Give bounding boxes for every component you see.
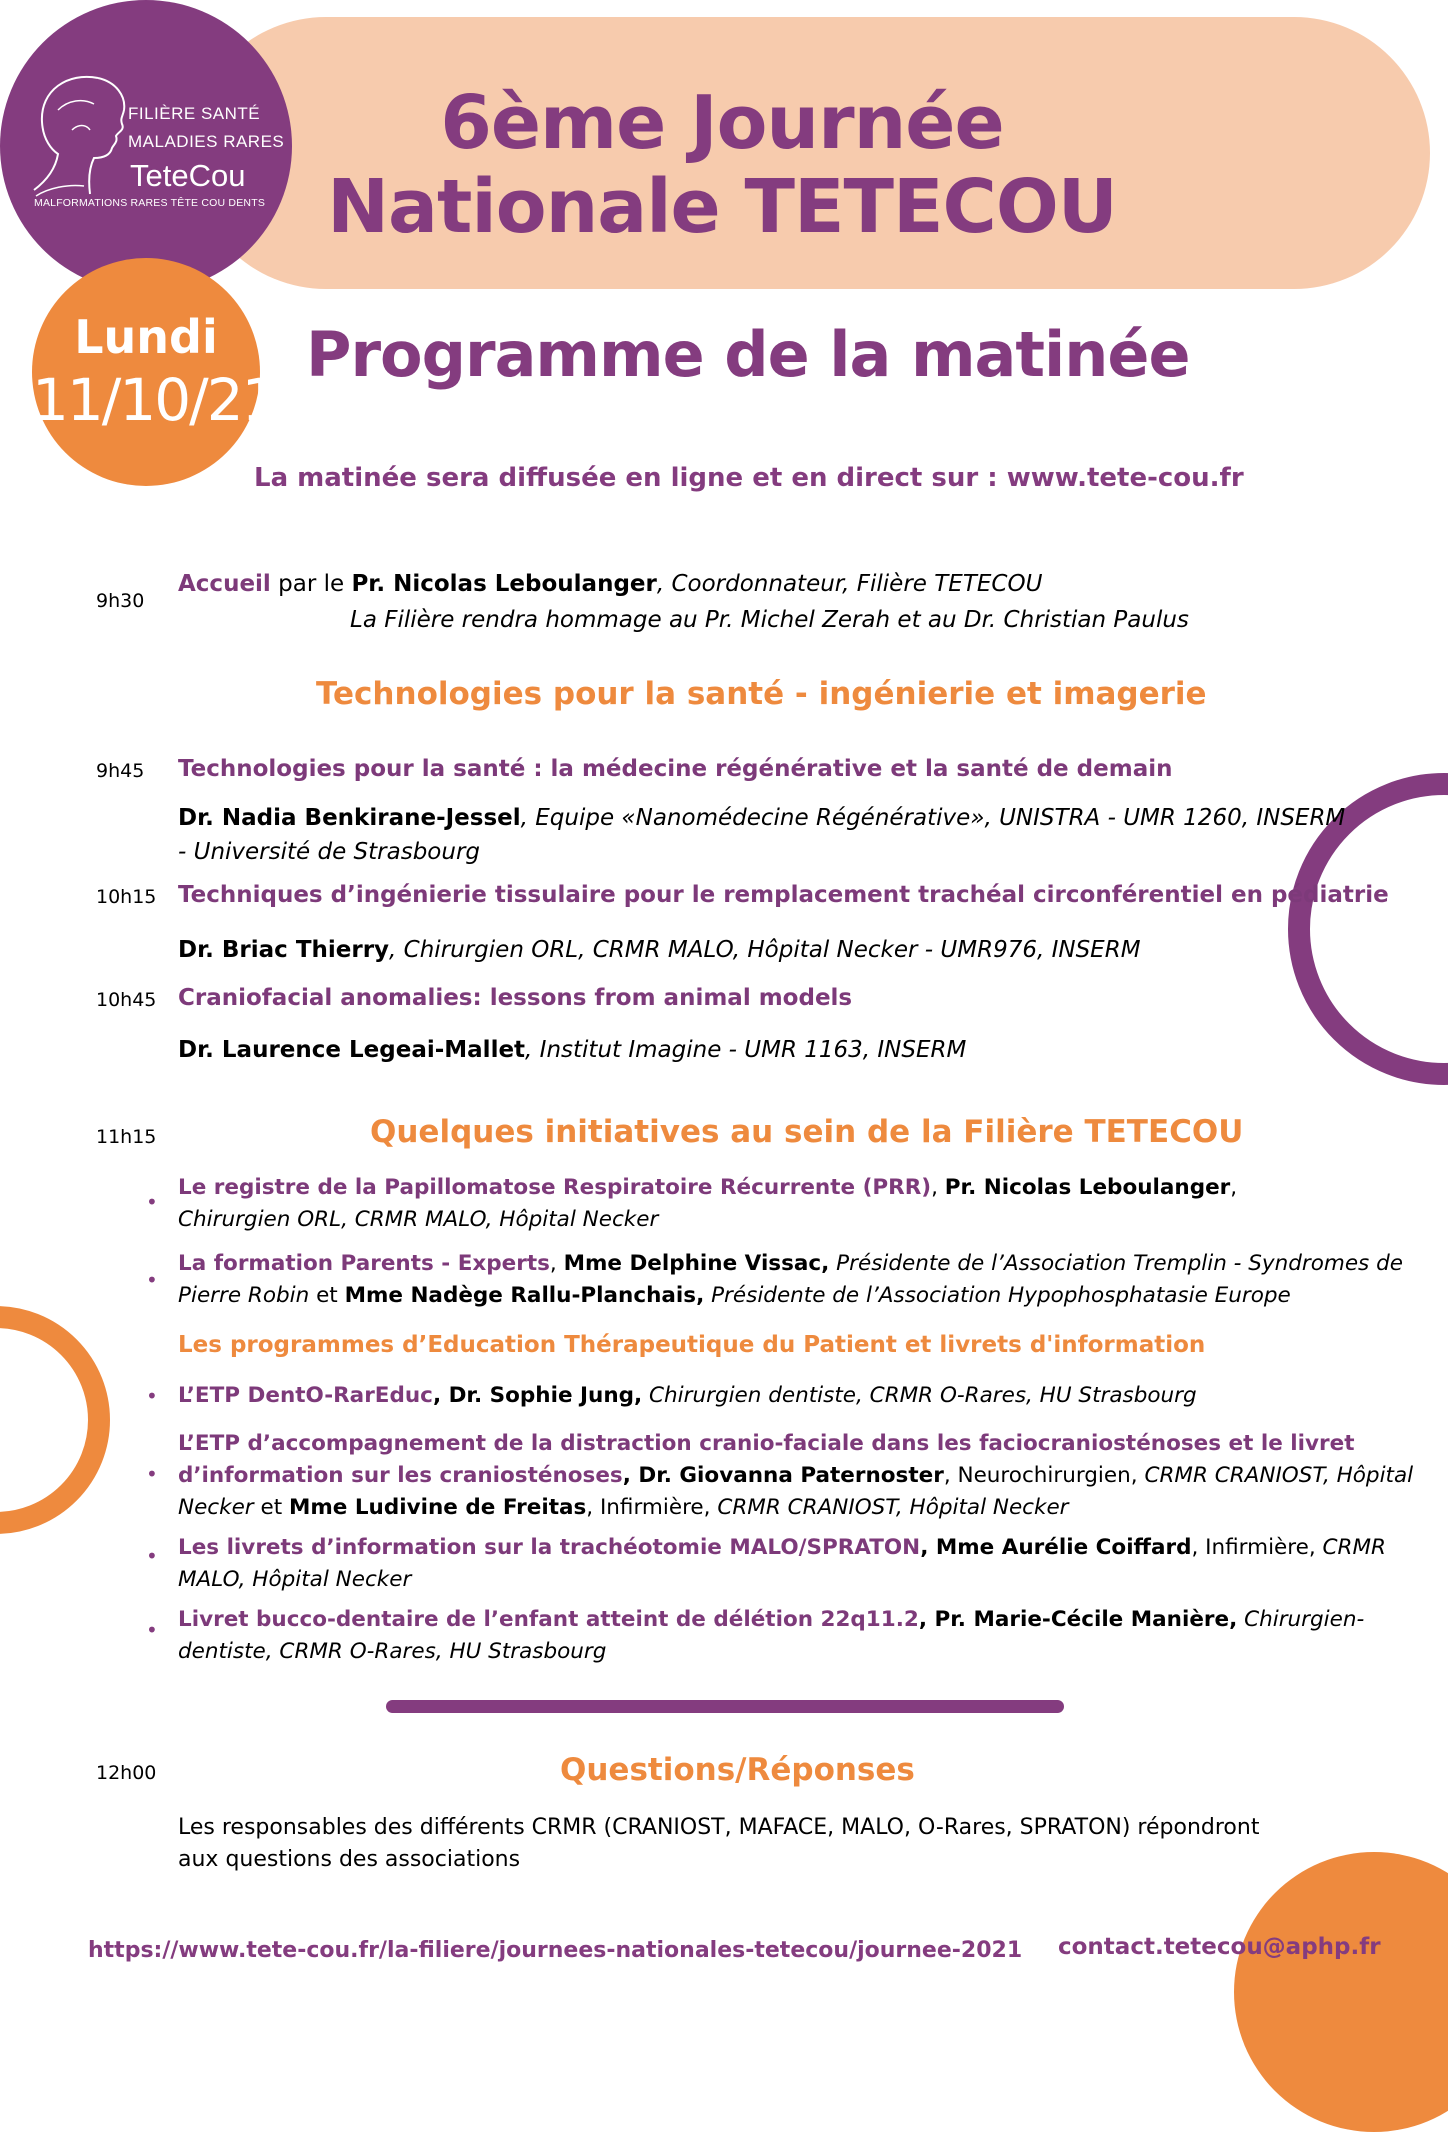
list-item: [178, 1604, 1364, 1636]
logo-name: TeteCou: [130, 158, 246, 193]
item-and: et: [253, 1495, 289, 1520]
item-role: CRMR CRANIOST, Hôpital: [1144, 1463, 1414, 1488]
broadcast-notice: La matinée sera diffusée en ligne et en direct sur : www.tete-cou.fr: [254, 463, 1244, 493]
list-item: [178, 1428, 1355, 1460]
item-speaker: Mme Nadège Rallu-Planchais,: [344, 1283, 705, 1308]
page-title: Programme de la matinée: [306, 318, 1190, 391]
subsection-title: Les programmes d’Education Thérapeutique du Patient et livrets d'information: [178, 1332, 1206, 1358]
welcome-label: Accueil: [178, 571, 271, 597]
logo-line-2: MALADIES RARES: [128, 132, 285, 151]
item-speaker: , Pr. Marie-Cécile Manière,: [918, 1607, 1238, 1632]
item-role: Présidente de l’Association Hypophosphatasie Europe: [704, 1283, 1291, 1308]
time-label: 10h45: [96, 989, 157, 1011]
talk-speaker: Dr. Briac Thierry: [178, 937, 390, 963]
item-role: Présidente de l’Association Tremplin - Syndromes de: [829, 1251, 1403, 1276]
time-label: 11h15: [96, 1126, 157, 1148]
talk-affiliation-line-2: [178, 836, 480, 868]
event-title-line-1: 6ème Journée: [440, 80, 1004, 166]
bullet: •: [146, 1544, 158, 1568]
item-topic: Les livrets d’information sur la trachéotomie MALO/SPRATON: [178, 1535, 921, 1560]
talk-speaker: Dr. Laurence Legeai-Mallet: [178, 1037, 526, 1063]
item-sep: ,: [931, 1175, 945, 1200]
welcome-line: [178, 568, 1042, 600]
list-item-line-2: [178, 1636, 606, 1668]
qa-text-line-2: aux questions des associations: [178, 1847, 521, 1872]
item-topic: d’information sur les craniosténoses: [178, 1463, 623, 1488]
list-item-line-3: [178, 1492, 1069, 1524]
time-label: 10h15: [96, 886, 157, 908]
welcome-speaker: Pr. Nicolas Leboulanger: [351, 571, 657, 597]
item-job: , Infirmière,: [586, 1495, 718, 1520]
bullet: •: [146, 1384, 158, 1408]
date-day: Lundi: [74, 310, 218, 364]
item-speaker: Mme Delphine Vissac,: [563, 1251, 830, 1276]
time-label: 9h30: [96, 590, 145, 612]
section-title: Questions/Réponses: [560, 1752, 915, 1788]
item-topic: L’ETP DentO-RarEduc: [178, 1383, 433, 1408]
list-item-line-2: [178, 1280, 1291, 1312]
talk-affiliation: , Institut Imagine - UMR 1163, INSERM: [525, 1037, 967, 1063]
footer-url-link[interactable]: https://www.tete-cou.fr/la-filiere/journees-nationales-tetecou/journee-2021: [88, 1938, 1023, 1963]
talk-speaker-line: [178, 1034, 966, 1066]
talk-speaker: Dr. Nadia Benkirane-Jessel: [178, 805, 521, 831]
section-divider: [386, 1700, 1064, 1713]
logo-tagline: MALFORMATIONS RARES TÊTE COU DENTS: [34, 197, 266, 209]
item-role: Necker: [178, 1495, 254, 1520]
bullet: •: [146, 1462, 158, 1486]
item-speaker: Pr. Nicolas Leboulanger: [944, 1175, 1231, 1200]
welcome-by: par le: [270, 571, 352, 597]
tribute-text: La Filière rendra hommage au Pr. Michel Zerah et au Dr. Christian Paulus: [350, 607, 1189, 633]
item-topic: Livret bucco-dentaire de l’enfant atteint de délétion 22q11.2: [178, 1607, 919, 1632]
talk-affiliation: , Equipe «Nanomédecine Régénérative», UNISTRA - UMR 1260, INSERM: [520, 805, 1346, 831]
item-speaker: , Dr. Giovanna Paternoster: [622, 1463, 944, 1488]
item-speaker: , Dr. Sophie Jung,: [432, 1383, 643, 1408]
item-job: , Neurochirurgien,: [943, 1463, 1145, 1488]
list-item-line-2: [178, 1460, 1413, 1492]
tribute-line: [350, 604, 1189, 636]
event-title-line-2: Nationale TETECOU: [327, 164, 1117, 250]
bullet: •: [146, 1618, 158, 1642]
item-punct: ,: [1230, 1175, 1238, 1200]
item-role: Chirurgien-: [1237, 1607, 1365, 1632]
talk-affiliation-2: - Université de Strasbourg: [178, 839, 480, 865]
list-item: [178, 1380, 1197, 1412]
talk-affiliation: , Chirurgien ORL, CRMR MALO, Hôpital Necker - UMR976, INSERM: [389, 937, 1141, 963]
section-title: Quelques initiatives au sein de la Filière TETECOU: [370, 1114, 1244, 1150]
item-role: CRMR: [1322, 1535, 1386, 1560]
decorative-ring-orange: [0, 1306, 110, 1534]
time-label: 12h00: [96, 1762, 157, 1784]
item-speaker: Mme Ludivine de Freitas: [288, 1495, 587, 1520]
qa-text-line-1: Les responsables des différents CRMR (CRANIOST, MAFACE, MALO, O-Rares, SPRATON) répondront: [178, 1815, 1260, 1840]
bullet: •: [146, 1190, 158, 1214]
welcome-role: , Coordonnateur, Filière TETECOU: [656, 571, 1043, 597]
footer-email-link[interactable]: contact.tetecou@aphp.fr: [1058, 1934, 1381, 1960]
talk-speaker-line: [178, 802, 1345, 834]
child-head-profile-icon: [28, 70, 138, 200]
talk-speaker-line: [178, 934, 1141, 966]
item-role: Chirurgien ORL, CRMR MALO, Hôpital Necker: [178, 1207, 659, 1232]
decorative-circle-orange: [1234, 1852, 1448, 2132]
time-label: 9h45: [96, 760, 145, 782]
list-item-line-2: [178, 1204, 658, 1236]
item-sep: ,: [549, 1251, 564, 1276]
item-speaker: , Mme Aurélie Coiffard: [920, 1535, 1192, 1560]
section-title: Technologies pour la santé - ingénierie et imagerie: [316, 676, 1207, 712]
item-role: dentiste, CRMR O-Rares, HU Strasbourg: [178, 1639, 607, 1664]
list-item-line-2: [178, 1564, 411, 1596]
item-topic: La formation Parents - Experts: [178, 1251, 550, 1276]
list-item: [178, 1248, 1403, 1280]
logo-line-1: FILIÈRE SANTÉ: [128, 104, 261, 123]
item-role: CRMR CRANIOST, Hôpital Necker: [717, 1495, 1069, 1520]
item-role: Chirurgien dentiste, CRMR O-Rares, HU Strasbourg: [642, 1383, 1197, 1408]
item-and: et: [309, 1283, 345, 1308]
talk-title: Techniques d’ingénierie tissulaire pour le remplacement trachéal circonférentiel en pédiatrie: [178, 882, 1389, 908]
list-item: [178, 1172, 1237, 1204]
item-job: , Infirmière,: [1191, 1535, 1323, 1560]
bullet: •: [146, 1268, 158, 1292]
date-value: 11/10/21: [32, 366, 277, 434]
talk-title: Craniofacial anomalies: lessons from animal models: [178, 985, 853, 1011]
list-item: [178, 1532, 1386, 1564]
talk-title: Technologies pour la santé : la médecine régénérative et la santé de demain: [178, 756, 1173, 782]
item-role: MALO, Hôpital Necker: [178, 1567, 412, 1592]
item-topic: L’ETP d’accompagnement de la distraction cranio-faciale dans les faciocraniosténoses et le livret: [178, 1431, 1355, 1456]
item-role: Pierre Robin: [178, 1283, 310, 1308]
item-topic: Le registre de la Papillomatose Respiratoire Récurrente (PRR): [178, 1175, 932, 1200]
